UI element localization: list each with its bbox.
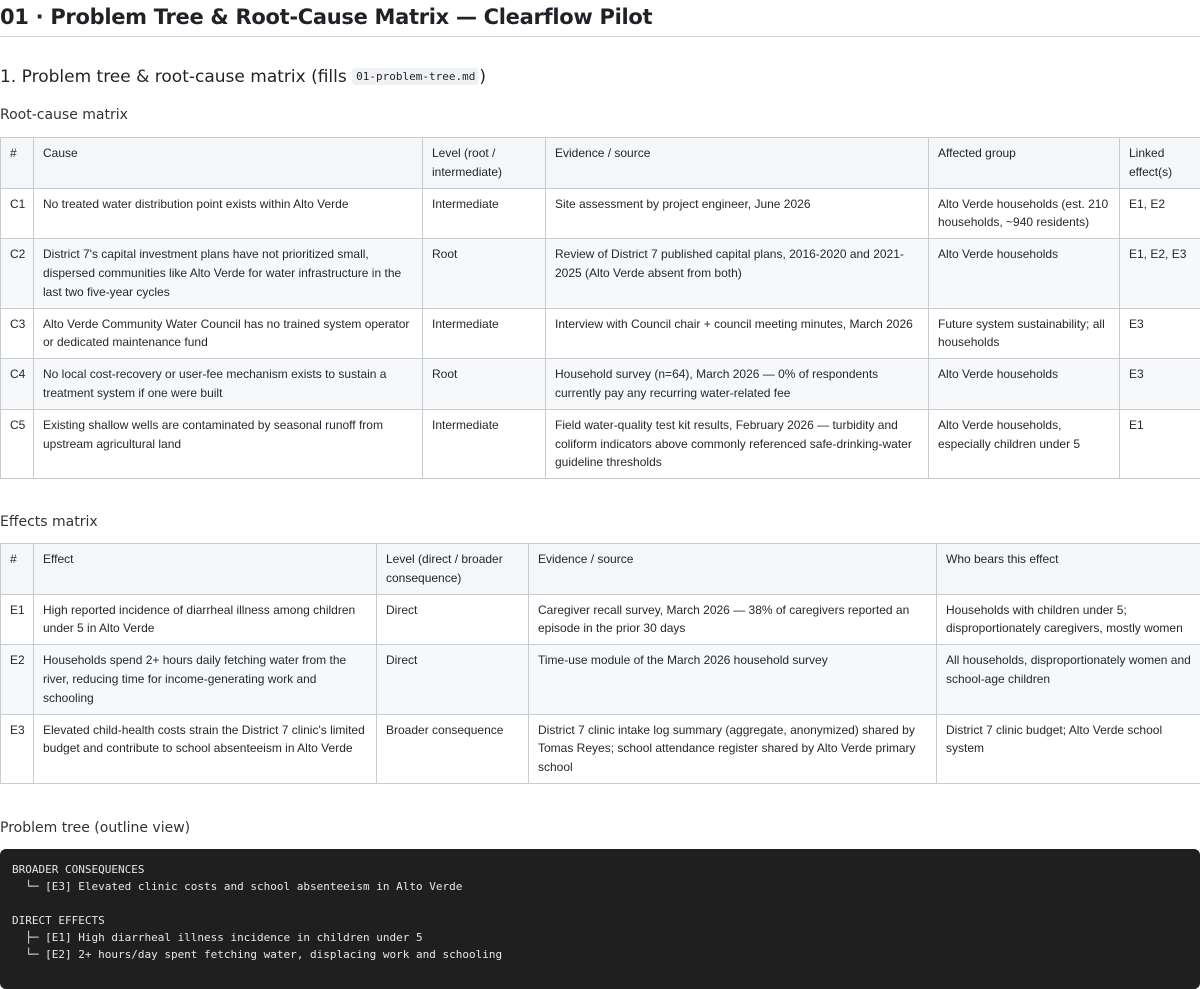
code-line: ├─ [E1] High diarrheal illness incidence in children under 5 xyxy=(12,929,1188,946)
table-cell: No local cost-recovery or user-fee mechanism exists to sustain a treatment system if one were built xyxy=(34,359,423,410)
table-cell: Intermediate xyxy=(423,409,546,478)
table-cell: E1 xyxy=(1120,409,1200,478)
table-cell: Review of District 7 published capital plans, 2016-2020 and 2021-2025 (Alto Verde absent from both) xyxy=(546,239,929,308)
effects-table xyxy=(0,543,1200,784)
section-heading xyxy=(0,66,486,88)
table-row xyxy=(1,239,1200,308)
table-cell: Existing shallow wells are contaminated by seasonal runoff from upstream agricultural land xyxy=(34,409,423,478)
problem-tree-code-block xyxy=(0,849,1200,989)
table-cell: Alto Verde households (est. 210 households, ~940 residents) xyxy=(929,188,1120,239)
table-cell: C2 xyxy=(1,239,34,308)
table-row xyxy=(1,308,1200,359)
table-cell: Broader consequence xyxy=(377,714,529,783)
table-cell: Intermediate xyxy=(423,308,546,359)
column-header: Linked effect(s) xyxy=(1120,138,1200,189)
table-cell: C3 xyxy=(1,308,34,359)
table-cell: Direct xyxy=(377,645,529,714)
table-cell: Alto Verde households xyxy=(929,239,1120,308)
table-cell: Households with children under 5; disproportionately caregivers, mostly women xyxy=(937,594,1200,645)
table-cell: E1, E2 xyxy=(1120,188,1200,239)
column-header: # xyxy=(1,544,34,595)
code-line xyxy=(12,895,1188,912)
table-cell: Household survey (n=64), March 2026 — 0% of respondents currently pay any recurring water-related fee xyxy=(546,359,929,410)
column-header: Evidence / source xyxy=(546,138,929,189)
table-cell: All households, disproportionately women and school-age children xyxy=(937,645,1200,714)
table-cell: E3 xyxy=(1,714,34,783)
column-header: Effect xyxy=(34,544,377,595)
table-header-row xyxy=(1,138,1200,189)
root-cause-heading: Root-cause matrix xyxy=(0,106,128,124)
table-cell: High reported incidence of diarrheal illness among children under 5 in Alto Verde xyxy=(34,594,377,645)
table-cell: E3 xyxy=(1120,308,1200,359)
table-cell: C5 xyxy=(1,409,34,478)
table-cell: E1, E2, E3 xyxy=(1120,239,1200,308)
table-cell: District 7's capital investment plans have not prioritized small, dispersed communities like Alto Verde for water infrastructure in the last two five-year cycles xyxy=(34,239,423,308)
column-header: Level (root / intermediate) xyxy=(423,138,546,189)
table-cell: Direct xyxy=(377,594,529,645)
table-cell: Root xyxy=(423,239,546,308)
table-header-row xyxy=(1,544,1200,595)
code-line: └─ [E2] 2+ hours/day spent fetching water, displacing work and schooling xyxy=(12,946,1188,963)
table-cell: Alto Verde Community Water Council has no trained system operator or dedicated maintenance fund xyxy=(34,308,423,359)
table-cell: Alto Verde households xyxy=(929,359,1120,410)
table-cell: District 7 clinic intake log summary (aggregate, anonymized) shared by Tomas Reyes; school attendance register shared by Alto Verde primary school xyxy=(529,714,937,783)
table-cell: E3 xyxy=(1120,359,1200,410)
table-cell: Interview with Council chair + council meeting minutes, March 2026 xyxy=(546,308,929,359)
code-line: └─ [E3] Elevated clinic costs and school absenteeism in Alto Verde xyxy=(12,878,1188,895)
table-cell: Elevated child-health costs strain the District 7 clinic's limited budget and contribute to school absenteeism in Alto Verde xyxy=(34,714,377,783)
section-file-code: 01-problem-tree.md xyxy=(352,68,479,85)
column-header: Cause xyxy=(34,138,423,189)
table-cell: E1 xyxy=(1,594,34,645)
table-cell: C4 xyxy=(1,359,34,410)
table-row xyxy=(1,188,1200,239)
code-line: DIRECT EFFECTS xyxy=(12,912,1188,929)
table-row xyxy=(1,714,1200,783)
table-cell: No treated water distribution point exists within Alto Verde xyxy=(34,188,423,239)
table-cell: Site assessment by project engineer, June 2026 xyxy=(546,188,929,239)
section-heading-end: ) xyxy=(479,67,486,87)
section-heading-text: 1. Problem tree & root-cause matrix (fills xyxy=(0,67,352,87)
column-header: Evidence / source xyxy=(529,544,937,595)
table-cell: Alto Verde households, especially children under 5 xyxy=(929,409,1120,478)
table-cell: Households spend 2+ hours daily fetching water from the river, reducing time for income-generating work and schooling xyxy=(34,645,377,714)
table-row xyxy=(1,409,1200,478)
table-cell: Intermediate xyxy=(423,188,546,239)
table-row xyxy=(1,359,1200,410)
table-cell: District 7 clinic budget; Alto Verde school system xyxy=(937,714,1200,783)
table-row xyxy=(1,645,1200,714)
table-cell: Root xyxy=(423,359,546,410)
column-header: # xyxy=(1,138,34,189)
table-cell: E2 xyxy=(1,645,34,714)
page-title: 01 · Problem Tree & Root-Cause Matrix — Clearflow Pilot xyxy=(0,0,1200,37)
table-cell: Caregiver recall survey, March 2026 — 38% of caregivers reported an episode in the prior 30 days xyxy=(529,594,937,645)
root-cause-table xyxy=(0,137,1200,479)
table-cell: Future system sustainability; all households xyxy=(929,308,1120,359)
table-cell: Field water-quality test kit results, February 2026 — turbidity and coliform indicators above commonly referenced safe-drinking-water guideline thresholds xyxy=(546,409,929,478)
column-header: Affected group xyxy=(929,138,1120,189)
column-header: Level (direct / broader consequence) xyxy=(377,544,529,595)
column-header: Who bears this effect xyxy=(937,544,1200,595)
problem-tree-heading: Problem tree (outline view) xyxy=(0,819,190,837)
effects-heading: Effects matrix xyxy=(0,513,98,531)
table-row xyxy=(1,594,1200,645)
code-line: BROADER CONSEQUENCES xyxy=(12,861,1188,878)
table-cell: Time-use module of the March 2026 household survey xyxy=(529,645,937,714)
table-cell: C1 xyxy=(1,188,34,239)
